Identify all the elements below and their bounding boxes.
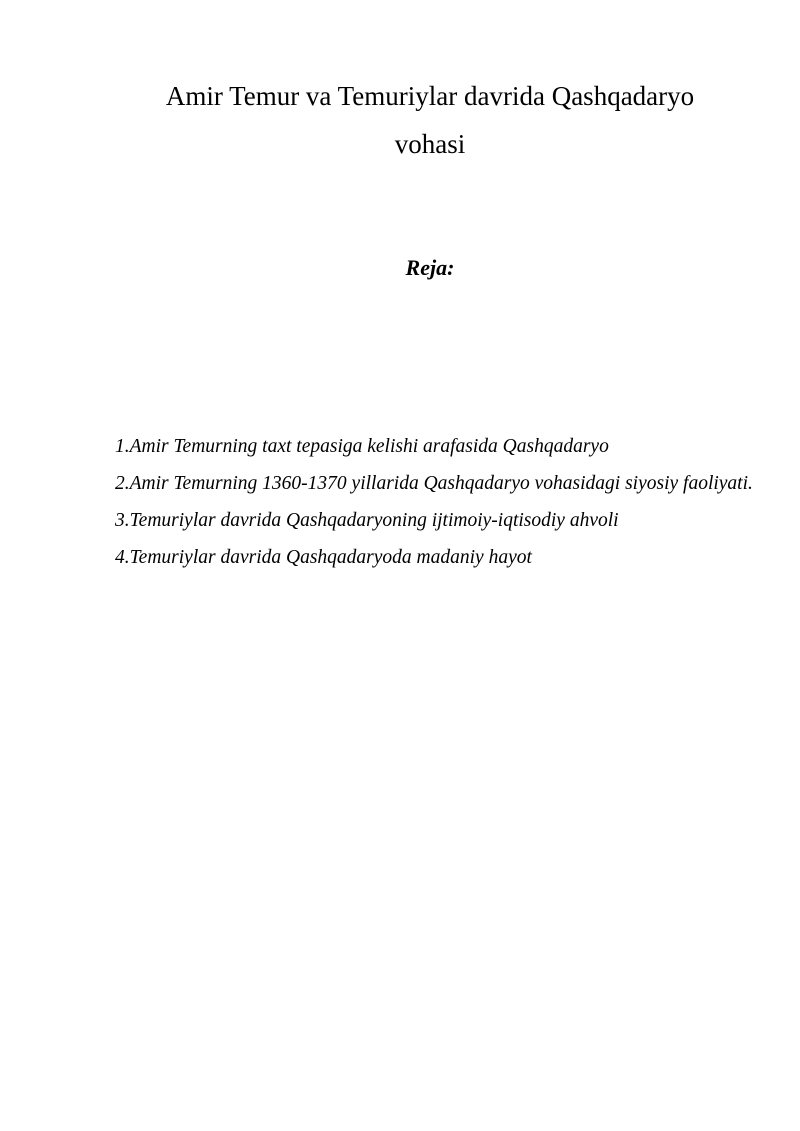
plan-item-4: 4.Temuriylar davrida Qashqadaryoda madaniy hayot <box>115 547 532 568</box>
document-title <box>110 72 750 168</box>
document-title-line-1: Amir Temur va Temuriylar davrida Qashqadaryo <box>165 81 695 111</box>
plan-item-2: 2.Amir Temurning 1360-1370 yillarida Qashqadaryo vohasidagi siyosiy faoliyati. <box>115 473 753 494</box>
plan-heading: Reja: <box>405 255 455 280</box>
plan-item-1: 1.Amir Temurning taxt tepasiga kelishi arafasida Qashqadaryo <box>115 436 609 457</box>
document-title-line-2: vohasi <box>394 129 466 159</box>
plan-item-3: 3.Temuriylar davrida Qashqadaryoning ijtimoiy-iqtisodiy ahvoli <box>115 510 619 531</box>
plan-list <box>115 428 755 576</box>
